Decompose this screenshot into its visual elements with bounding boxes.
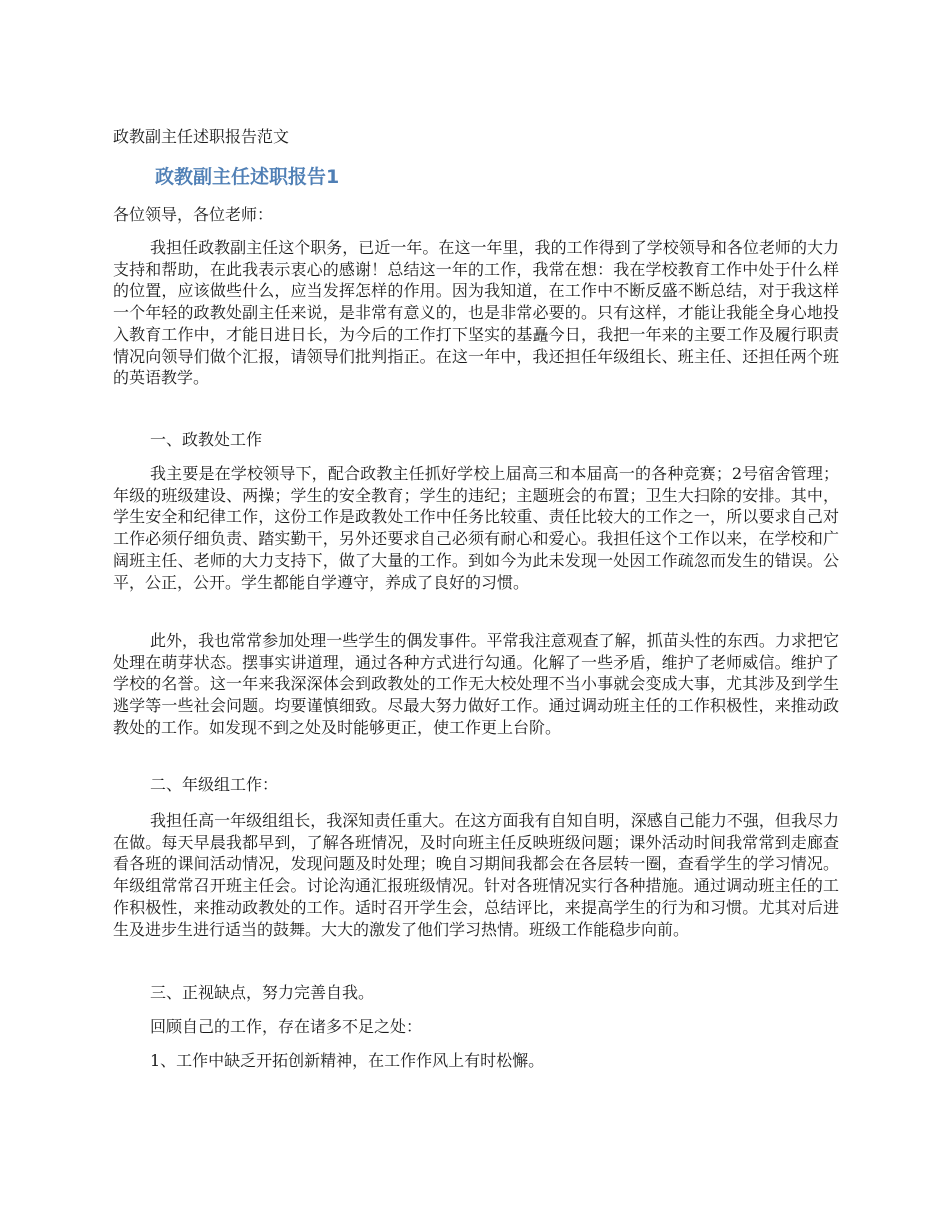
section-heading-shortcomings: 三、正视缺点，努力完善自我。 [150,983,375,1002]
review-statement: 回顾自己的工作，存在诸多不足之处： [150,1017,423,1036]
section-heading-political-office: 一、政教处工作 [150,430,263,449]
report-heading: 政教副主任述职报告1 [155,166,340,188]
salutation: 各位领导，各位老师： [113,205,274,224]
document-title: 政教副主任述职报告范文 [113,127,290,146]
section-heading-grade-group: 二、年级组工作： [150,775,279,794]
paragraph-grade-group-work: 我担任高一年级组组长，我深知责任重大。在这方面我有自知自明，深感自己能力不强，但我尽力在做。每天早晨我都早到，了解各班情况，及时向班主任反映班级问题；课外活动时间我常常到走廊查看各班的课间活动情况，发现问题及时处理；晚自习期间我都会在各层转一圈，查看学生的学习情况。年级组常常召开班主任会。讨论沟通汇报班级情况。针对各班情况实行各种措施。通过调动班主任的工作积极性，来推动政教处的工作。适时召开学生会，总结评比，来提高学生的行为和习惯。尤其对后进生及进步生进行适当的鼓舞。大大的激发了他们学习热情。班级工作能稳步向前。 [113,811,839,939]
shortcoming-item-1: 1、工作中缺乏开拓创新精神，在工作作风上有时松懈。 [150,1051,545,1070]
paragraph-political-office-work: 我主要是在学校领导下，配合政教主任抓好学校上届高三和本届高一的各种竞赛；2号宿舍管理；年级的班级建设、两操；学生的安全教育；学生的违纪；主题班会的布置；卫生大扫除的安排。其中，学生安全和纪律工作，这份工作是政教处工作中任务比较重、责任比较大的工作之一，所以要求自己对工作必须仔细负责、踏实勤干，另外还要求自己必须有耐心和爱心。我担任这个工作以来，在学校和广阔班主任、老师的大力支持下，做了大量的工作。到如今为此未发现一处因工作疏忽而发生的错误。公平，公正，公开。学生都能自学遵守，养成了良好的习惯。 [113,464,839,592]
paragraph-intro: 我担任政教副主任这个职务，已近一年。在这一年里，我的工作得到了学校领导和各位老师的大力支持和帮助，在此我表示衷心的感谢！总结这一年的工作，我常在想：我在学校教育工作中处于什么样的位置，应该做些什么，应当发挥怎样的作用。因为我知道，在工作中不断反盛不断总结，对于我这样一个年轻的政教处副主任来说，是非常有意义的，也是非常必要的。只有这样，才能让我能全身心地投入教育工作中，才能日进日长，为今后的工作打下坚实的基矗今日，我把一年来的主要工作及履行职责情况向领导们做个汇报，请领导们批判指正。在这一年中，我还担任年级组长、班主任、还担任两个班的英语教学。 [113,238,839,388]
paragraph-incident-handling: 此外，我也常常参加处理一些学生的偶发事件。平常我注意观查了解，抓苗头性的东西。力求把它处理在萌芽状态。摆事实讲道理，通过各种方式进行勾通。化解了一些矛盾，维护了老师威信。维护了学校的名誉。这一年来我深深体会到政教处的工作无大校处理不当小事就会变成大事，尤其涉及到学生逃学等一些社会问题。均要谨慎细致。尽最大努力做好工作。通过调动班主任的工作积极性，来推动政教处的工作。如发现不到之处及时能够更正，使工作更上台阶。 [113,631,839,737]
